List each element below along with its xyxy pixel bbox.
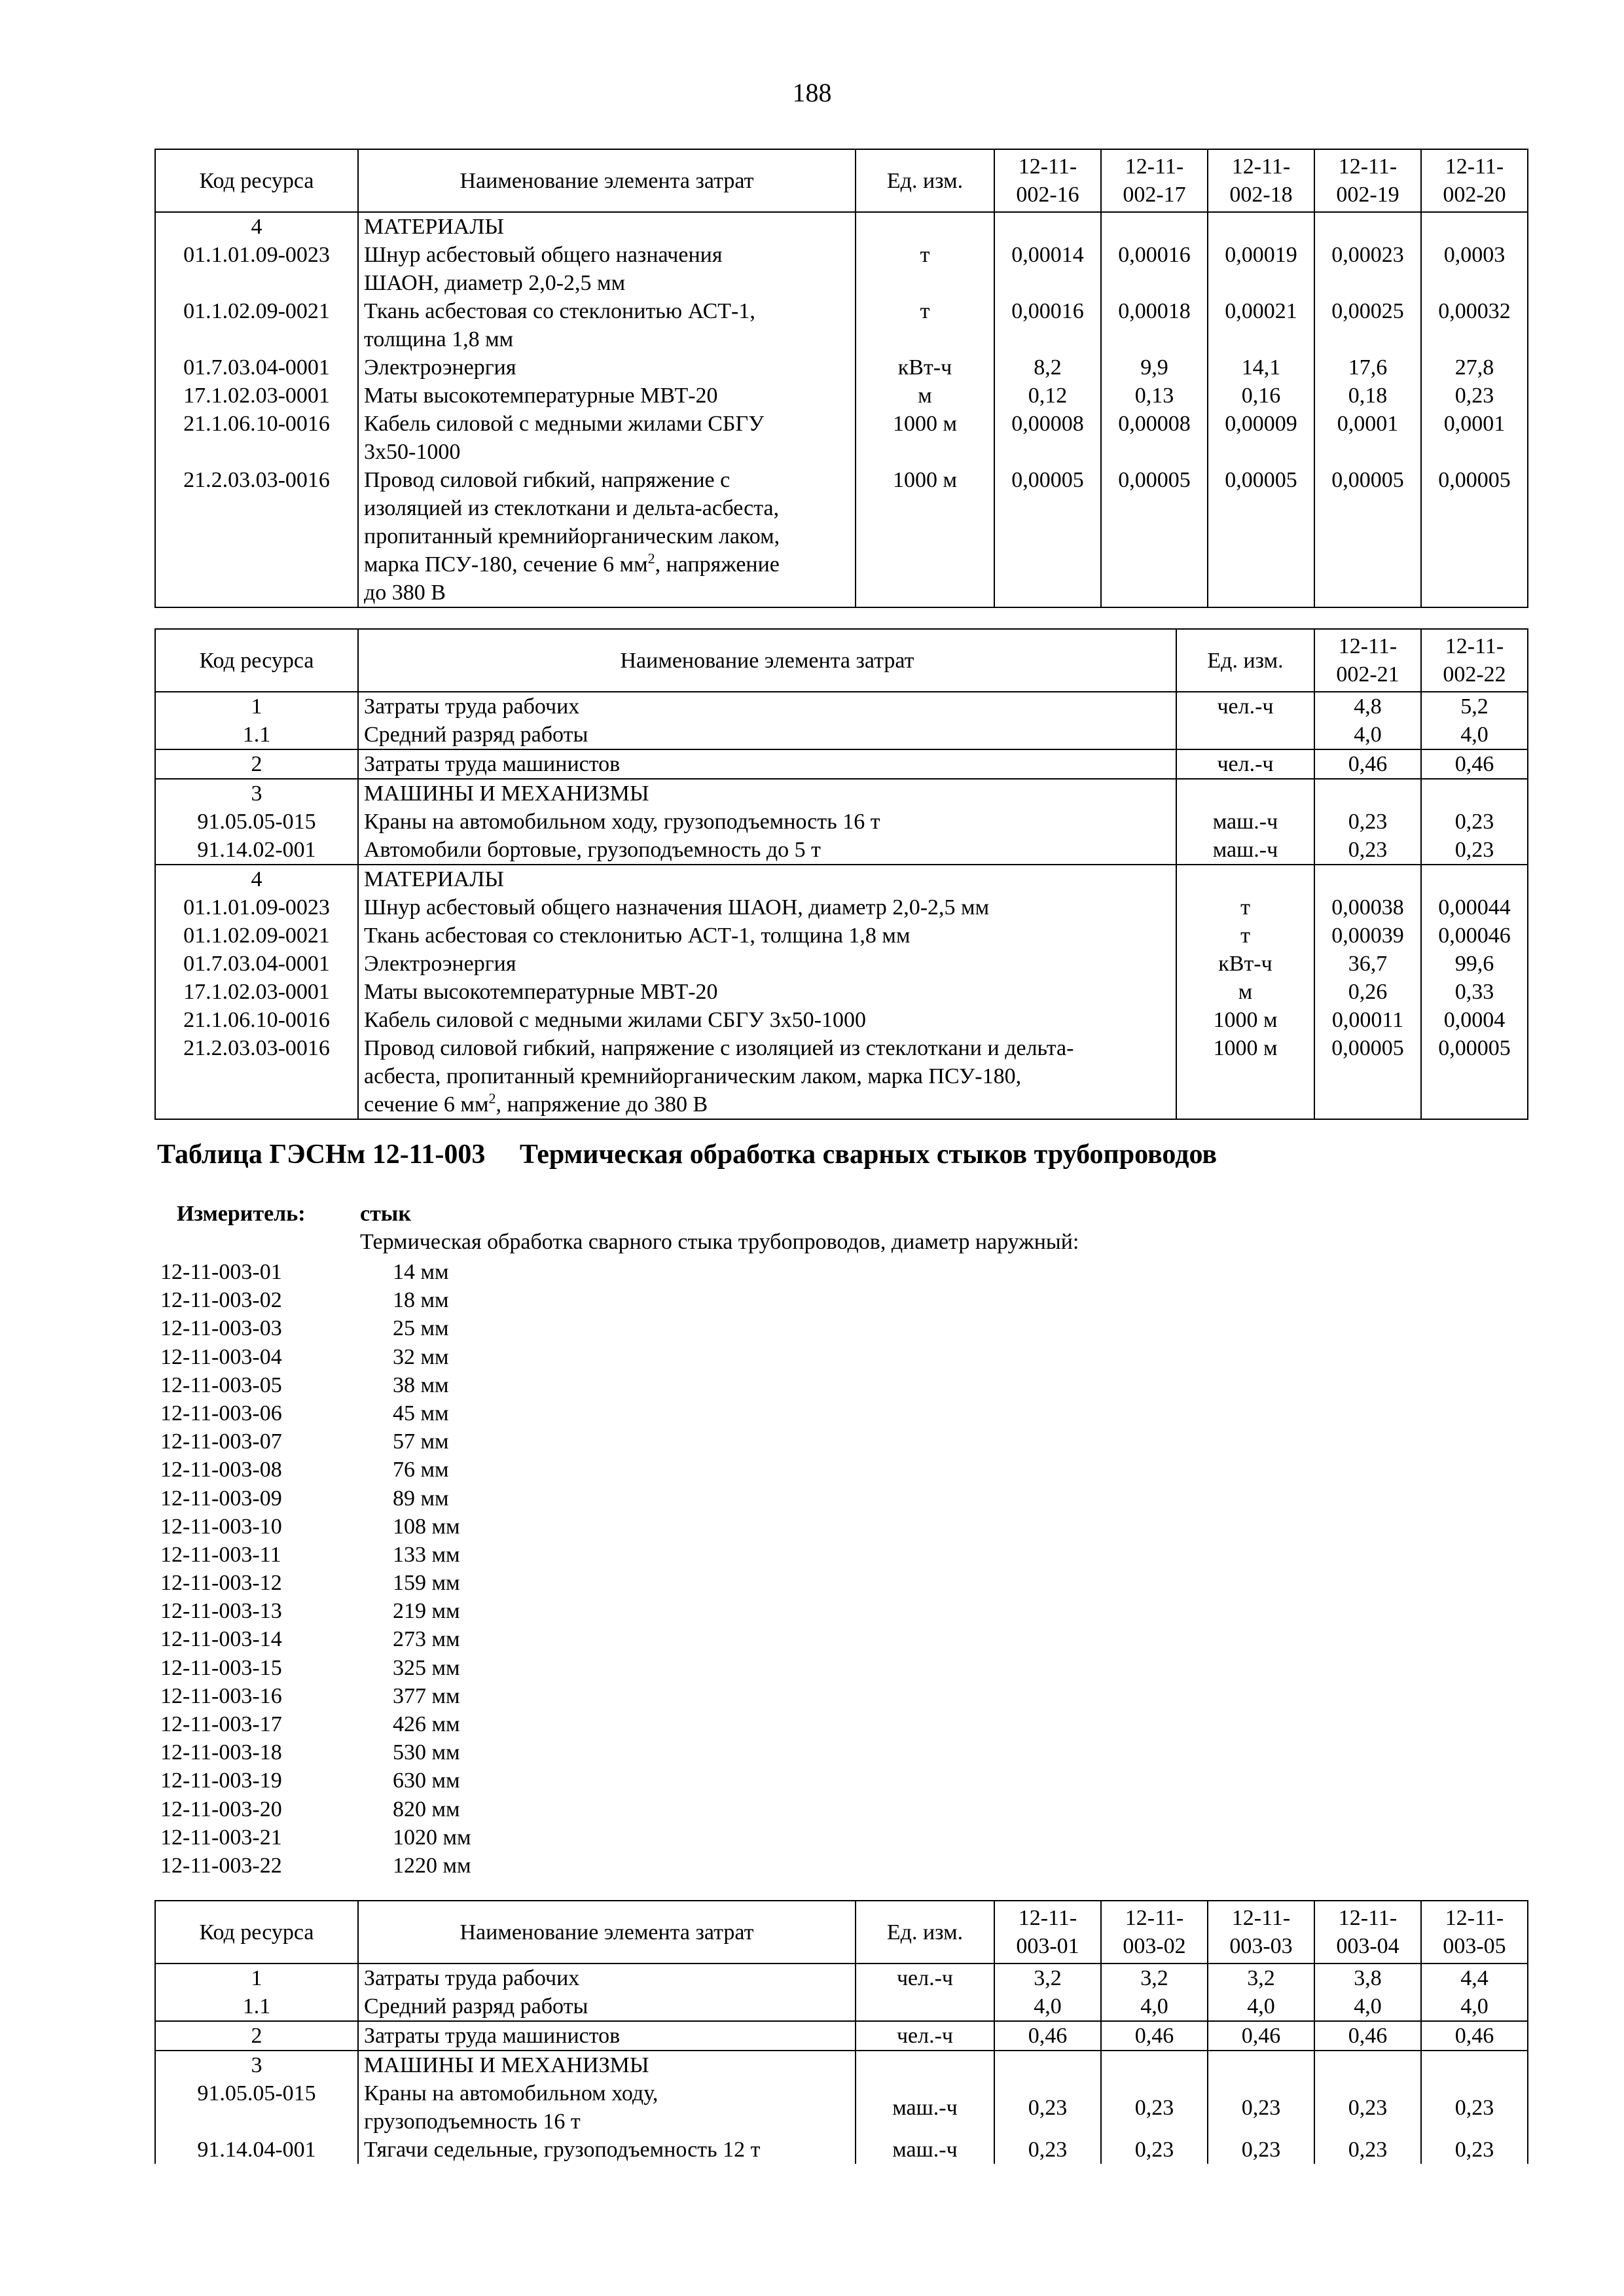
row-value: 0,00009 [1208, 410, 1314, 466]
row-value: 0,23 [1314, 2136, 1421, 2164]
table-header-row [155, 1901, 1528, 1964]
item-diameter: 159 мм [393, 1571, 460, 1596]
row-unit: 1000 м [1176, 1006, 1314, 1034]
row-value: 5,2 [1421, 692, 1528, 721]
row-value: 0,00005 [1208, 466, 1314, 607]
table-header-row [155, 629, 1528, 692]
row-value: 3,2 [1208, 1964, 1314, 1992]
row-code: 21.2.03.03-0016 [155, 466, 358, 607]
item-diameter: 820 мм [393, 1797, 460, 1821]
row-value: 0,23 [1208, 2079, 1314, 2136]
header-col-1: 12-11- 003-01 [994, 1901, 1101, 1964]
row-name: Краны на автомобильном ходу, грузоподъемность 16 т [358, 808, 1176, 836]
row-value: 4,0 [994, 1992, 1101, 2021]
table-row [155, 1034, 1528, 1119]
row-value: 0,23 [1101, 2136, 1208, 2164]
resource-table-1 [154, 149, 1528, 608]
section-title: Таблица ГЭСНм 12-11-003 Термическая обработка сварных стыков трубопроводов [157, 1139, 1218, 1170]
header-col-3: 12-11- 003-03 [1208, 1901, 1314, 1964]
row-code: 91.05.05-015 [155, 808, 358, 836]
row-value: 0,23 [1421, 2079, 1528, 2136]
item-diameter: 76 мм [393, 1458, 449, 1482]
row-code: 21.1.06.10-0016 [155, 410, 358, 466]
row-value: 0,00018 [1101, 297, 1208, 353]
row-name: Средний разряд работы [358, 1992, 856, 2021]
row-value: 0,00005 [1314, 1034, 1421, 1119]
item-diameter: 25 мм [393, 1316, 449, 1341]
table-row [155, 865, 1528, 893]
row-value: 0,12 [994, 382, 1101, 410]
table-row [155, 353, 1528, 382]
table-row [155, 779, 1528, 808]
row-code: 1.1 [155, 1992, 358, 2021]
resource-table-3 [154, 1900, 1528, 2164]
row-name: Провод силовой гибкий, напряжение с изоляцией из стеклоткани и дельта- асбеста, пропитанный кремнийорганическим лаком, марка ПСУ-180, сечение 6 $мм^2$, напряжение до 380 В [358, 1034, 1176, 1119]
row-value: 0,23 [994, 2079, 1101, 2136]
row-name: Провод силовой гибкий, напряжение с изоляцией из стеклоткани и дельта-асбеста, пропитанный кремнийорганическим лаком, марка ПСУ-180, сечение 6 $мм^2$, напряжение до 380 В [358, 466, 856, 607]
row-value: 0,00008 [994, 410, 1101, 466]
row-value: 0,46 [1101, 2021, 1208, 2051]
row-name: Ткань асбестовая со стеклонитью АСТ-1, толщина 1,8 мм [358, 922, 1176, 950]
row-value: 0,23 [1421, 2136, 1528, 2164]
item-diameter: 1220 мм [393, 1853, 471, 1878]
row-name: Электроэнергия [358, 353, 856, 382]
item-diameter: 219 мм [393, 1599, 460, 1624]
header-name: Наименование элемента затрат [358, 149, 856, 212]
item-diameter: 273 мм [393, 1627, 460, 1652]
resource-table-2 [154, 628, 1528, 1120]
row-value: 0,23 [1314, 808, 1421, 836]
row-code: 2 [155, 2021, 358, 2051]
item-code: 12-11-003-09 [160, 1486, 282, 1511]
row-code: 01.1.02.09-0021 [155, 922, 358, 950]
table-row [155, 950, 1528, 978]
row-unit: т [856, 241, 994, 297]
row-value: 0,00023 [1314, 241, 1421, 297]
row-value: 4,0 [1314, 1992, 1421, 2021]
header-col-1: 12-11- 002-21 [1314, 629, 1421, 692]
table-row [155, 2079, 1528, 2136]
row-value: 0,00005 [1421, 1034, 1528, 1119]
item-diameter: 1020 мм [393, 1825, 471, 1850]
item-code: 12-11-003-08 [160, 1458, 282, 1482]
item-code: 12-11-003-21 [160, 1825, 282, 1850]
row-value: 0,00032 [1421, 297, 1528, 353]
table-row [155, 1964, 1528, 1992]
row-unit: маш.-ч [1176, 836, 1314, 865]
header-code: Код ресурса [155, 629, 358, 692]
item-diameter: 38 мм [393, 1372, 449, 1397]
row-value: 3,8 [1314, 1964, 1421, 1992]
row-value: 0,46 [994, 2021, 1101, 2051]
row-name: Затраты труда рабочих [358, 1964, 856, 1992]
item-code: 12-11-003-22 [160, 1853, 282, 1878]
item-code: 12-11-003-14 [160, 1627, 282, 1652]
header-unit: Ед. изм. [856, 149, 994, 212]
row-value: 0,16 [1208, 382, 1314, 410]
row-code: 91.05.05-015 [155, 2079, 358, 2136]
row-unit: 1000 м [1176, 1034, 1314, 1119]
item-diameter: 426 мм [393, 1712, 460, 1736]
row-value: 0,00005 [1421, 466, 1528, 607]
table-row [155, 978, 1528, 1006]
item-code: 12-11-003-03 [160, 1316, 282, 1341]
row-code: 01.7.03.04-0001 [155, 950, 358, 978]
row-value: 0,00011 [1314, 1006, 1421, 1034]
row-code: 4 [155, 212, 358, 241]
row-value: 17,6 [1314, 353, 1421, 382]
row-value: 4,0 [1314, 721, 1421, 749]
header-unit: Ед. изм. [856, 1901, 994, 1964]
row-value: 4,0 [1421, 1992, 1528, 2021]
row-value: 0,0003 [1421, 241, 1528, 297]
item-code: 12-11-003-18 [160, 1740, 282, 1765]
row-value: 0,23 [1208, 2136, 1314, 2164]
row-value: 99,6 [1421, 950, 1528, 978]
row-value: 0,00008 [1101, 410, 1208, 466]
item-code: 12-11-003-07 [160, 1429, 282, 1454]
row-code: 01.1.02.09-0021 [155, 297, 358, 353]
item-code: 12-11-003-10 [160, 1514, 282, 1539]
header-name: Наименование элемента затрат [358, 629, 1176, 692]
item-code: 12-11-003-04 [160, 1344, 282, 1369]
row-name: Ткань асбестовая со стеклонитью АСТ-1, толщина 1,8 мм [358, 297, 856, 353]
row-name: МАТЕРИАЛЫ [358, 212, 856, 241]
row-unit: м [856, 382, 994, 410]
row-value: 0,00019 [1208, 241, 1314, 297]
row-name: Маты высокотемпературные МВТ-20 [358, 382, 856, 410]
row-value: 4,0 [1101, 1992, 1208, 2021]
item-diameter: 325 мм [393, 1655, 460, 1680]
item-diameter: 377 мм [393, 1683, 460, 1708]
row-value: 0,00005 [994, 466, 1101, 607]
row-value: 0,23 [1421, 808, 1528, 836]
header-col-5: 12-11- 002-20 [1421, 149, 1528, 212]
row-value: 0,46 [1314, 749, 1421, 779]
item-diameter: 133 мм [393, 1542, 460, 1567]
header-col-5: 12-11- 003-05 [1421, 1901, 1528, 1964]
header-col-3: 12-11- 002-18 [1208, 149, 1314, 212]
item-diameter: 45 мм [393, 1401, 449, 1426]
item-diameter: 89 мм [393, 1486, 449, 1511]
table-row [155, 692, 1528, 721]
header-name: Наименование элемента затрат [358, 1901, 856, 1964]
item-code: 12-11-003-13 [160, 1599, 282, 1624]
item-diameter: 630 мм [393, 1768, 460, 1793]
row-code: 1.1 [155, 721, 358, 749]
table-row [155, 893, 1528, 922]
row-value: 0,0004 [1421, 1006, 1528, 1034]
table-row [155, 1992, 1528, 2021]
header-col-4: 12-11- 002-19 [1314, 149, 1421, 212]
row-unit [856, 1992, 994, 2021]
table-row [155, 749, 1528, 779]
table-row [155, 922, 1528, 950]
row-unit: м [1176, 978, 1314, 1006]
row-code: 3 [155, 2051, 358, 2079]
item-code: 12-11-003-06 [160, 1401, 282, 1426]
row-value: 0,23 [1314, 2079, 1421, 2136]
header-code: Код ресурса [155, 1901, 358, 1964]
item-diameter: 530 мм [393, 1740, 460, 1765]
table-row [155, 297, 1528, 353]
item-code: 12-11-003-11 [160, 1542, 281, 1567]
row-value: 4,8 [1314, 692, 1421, 721]
row-unit: т [856, 297, 994, 353]
item-code: 12-11-003-20 [160, 1797, 282, 1821]
page-number: 188 [792, 78, 832, 107]
row-value: 0,00039 [1314, 922, 1421, 950]
row-value: 4,0 [1421, 721, 1528, 749]
table-row [155, 466, 1528, 607]
row-name: Краны на автомобильном ходу, грузоподъемность 16 т [358, 2079, 856, 2136]
row-value: 0,23 [1421, 836, 1528, 865]
row-unit: кВт-ч [1176, 950, 1314, 978]
row-unit: чел.-ч [1176, 692, 1314, 721]
row-value: 4,4 [1421, 1964, 1528, 1992]
row-code: 1 [155, 1964, 358, 1992]
item-diameter: 32 мм [393, 1344, 449, 1369]
row-value: 36,7 [1314, 950, 1421, 978]
row-unit: чел.-ч [1176, 749, 1314, 779]
item-code: 12-11-003-02 [160, 1288, 282, 1313]
table-row [155, 721, 1528, 749]
row-name: Электроэнергия [358, 950, 1176, 978]
table-row [155, 2021, 1528, 2051]
row-value: 0,00038 [1314, 893, 1421, 922]
meter-description: Термическая обработка сварного стыка трубопроводов, диаметр наружный: [360, 1230, 1079, 1254]
row-name: Шнур асбестовый общего назначения ШАОН, диаметр 2,0-2,5 мм [358, 241, 856, 297]
header-col-2: 12-11- 003-02 [1101, 1901, 1208, 1964]
row-code: 01.1.01.09-0023 [155, 241, 358, 297]
row-code: 91.14.02-001 [155, 836, 358, 865]
row-name: Затраты труда рабочих [358, 692, 1176, 721]
row-unit: маш.-ч [1176, 808, 1314, 836]
row-code: 4 [155, 865, 358, 893]
table-row [155, 212, 1528, 241]
header-unit: Ед. изм. [1176, 629, 1314, 692]
item-code: 12-11-003-16 [160, 1683, 282, 1708]
table-row [155, 1006, 1528, 1034]
row-unit: маш.-ч [856, 2079, 994, 2136]
row-name: Автомобили бортовые, грузоподъемность до 5 т [358, 836, 1176, 865]
row-value: 0,46 [1421, 749, 1528, 779]
row-name: Кабель силовой с медными жилами СБГУ 3х50-1000 [358, 1006, 1176, 1034]
row-unit: чел.-ч [856, 2021, 994, 2051]
table-row [155, 2136, 1528, 2164]
row-unit: кВт-ч [856, 353, 994, 382]
row-code: 3 [155, 779, 358, 808]
table-row [155, 836, 1528, 865]
row-value: 9,9 [1101, 353, 1208, 382]
header-col-1: 12-11- 002-16 [994, 149, 1101, 212]
item-code: 12-11-003-05 [160, 1372, 282, 1397]
row-code: 01.7.03.04-0001 [155, 353, 358, 382]
row-name: Шнур асбестовый общего назначения ШАОН, диаметр 2,0-2,5 мм [358, 893, 1176, 922]
item-diameter: 57 мм [393, 1429, 449, 1454]
row-unit: маш.-ч [856, 2136, 994, 2164]
row-value: 0,23 [1314, 836, 1421, 865]
row-value: 0,18 [1314, 382, 1421, 410]
row-value: 0,33 [1421, 978, 1528, 1006]
item-code: 12-11-003-15 [160, 1655, 282, 1680]
row-name: Затраты труда машинистов [358, 2021, 856, 2051]
table-header-row [155, 149, 1528, 212]
table-row [155, 2051, 1528, 2079]
row-unit: 1000 м [856, 466, 994, 607]
row-name: Средний разряд работы [358, 721, 1176, 749]
table-row [155, 808, 1528, 836]
row-value: 0,13 [1101, 382, 1208, 410]
row-name: МАШИНЫ И МЕХАНИЗМЫ [358, 779, 1176, 808]
row-value: 8,2 [994, 353, 1101, 382]
item-diameter: 108 мм [393, 1514, 460, 1539]
row-name: Затраты труда машинистов [358, 749, 1176, 779]
item-code: 12-11-003-17 [160, 1712, 282, 1736]
row-name: Тягачи седельные, грузоподъемность 12 т [358, 2136, 856, 2164]
row-value: 0,23 [1421, 382, 1528, 410]
meter-label: Измеритель: [177, 1202, 306, 1226]
row-code: 91.14.04-001 [155, 2136, 358, 2164]
row-name: Маты высокотемпературные МВТ-20 [358, 978, 1176, 1006]
row-value: 0,00044 [1421, 893, 1528, 922]
item-code: 12-11-003-12 [160, 1571, 282, 1596]
row-value: 0,23 [1101, 2079, 1208, 2136]
row-value: 0,00025 [1314, 297, 1421, 353]
row-unit: т [1176, 922, 1314, 950]
row-value: 0,00005 [1314, 466, 1421, 607]
row-name: МАТЕРИАЛЫ [358, 865, 1176, 893]
row-unit: чел.-ч [856, 1964, 994, 1992]
row-value: 0,0001 [1314, 410, 1421, 466]
table-row [155, 410, 1528, 466]
row-value: 0,0001 [1421, 410, 1528, 466]
row-value: 4,0 [1208, 1992, 1314, 2021]
row-value: 3,2 [1101, 1964, 1208, 1992]
row-code: 1 [155, 692, 358, 721]
row-value: 3,2 [994, 1964, 1101, 1992]
row-value: 0,00016 [1101, 241, 1208, 297]
row-code: 21.1.06.10-0016 [155, 1006, 358, 1034]
header-col-2: 12-11- 002-17 [1101, 149, 1208, 212]
row-name: МАШИНЫ И МЕХАНИЗМЫ [358, 2051, 856, 2079]
header-code: Код ресурса [155, 149, 358, 212]
header-col-2: 12-11- 002-22 [1421, 629, 1528, 692]
row-code: 17.1.02.03-0001 [155, 978, 358, 1006]
row-value: 0,46 [1421, 2021, 1528, 2051]
table-row [155, 241, 1528, 297]
row-value: 14,1 [1208, 353, 1314, 382]
row-code: 17.1.02.03-0001 [155, 382, 358, 410]
row-value: 0,46 [1208, 2021, 1314, 2051]
row-value: 0,00021 [1208, 297, 1314, 353]
row-value: 27,8 [1421, 353, 1528, 382]
row-code: 21.2.03.03-0016 [155, 1034, 358, 1119]
row-unit: т [1176, 893, 1314, 922]
row-name: Кабель силовой с медными жилами СБГУ 3х50-1000 [358, 410, 856, 466]
header-col-4: 12-11- 003-04 [1314, 1901, 1421, 1964]
row-value: 0,23 [994, 2136, 1101, 2164]
item-code: 12-11-003-19 [160, 1768, 282, 1793]
row-value: 0,00016 [994, 297, 1101, 353]
row-code: 01.1.01.09-0023 [155, 893, 358, 922]
row-value: 0,00014 [994, 241, 1101, 297]
table-row [155, 382, 1528, 410]
row-value: 0,00005 [1101, 466, 1208, 607]
row-unit [1176, 721, 1314, 749]
item-diameter: 18 мм [393, 1288, 449, 1313]
meter-value: стык [360, 1202, 411, 1226]
row-unit: 1000 м [856, 410, 994, 466]
row-value: 0,26 [1314, 978, 1421, 1006]
row-code: 2 [155, 749, 358, 779]
item-diameter: 14 мм [393, 1260, 449, 1284]
row-value: 0,46 [1314, 2021, 1421, 2051]
row-value: 0,00046 [1421, 922, 1528, 950]
item-code: 12-11-003-01 [160, 1260, 282, 1284]
